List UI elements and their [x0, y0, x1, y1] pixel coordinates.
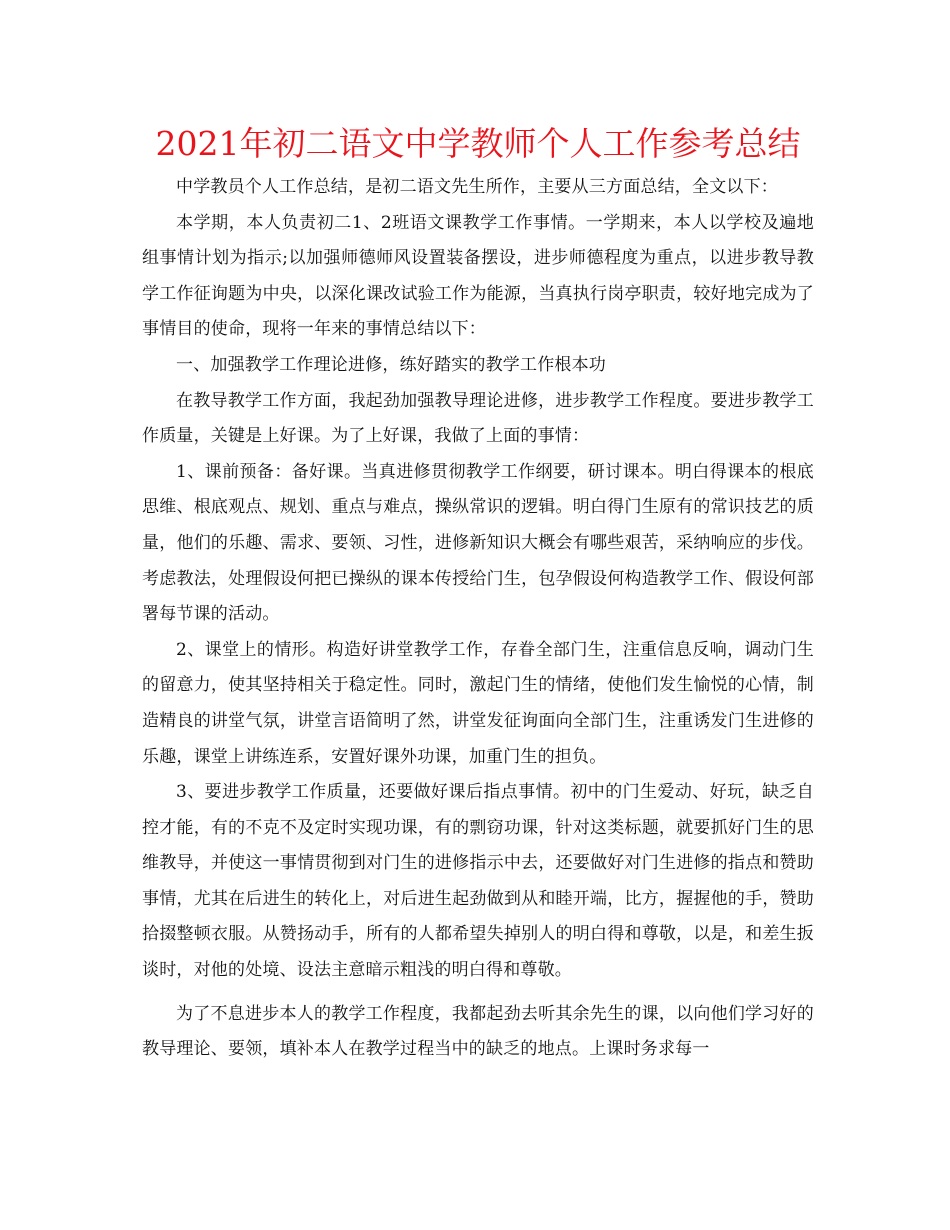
- paragraph-item-1: 1、课前预备：备好课。当真进修贯彻教学工作纲要，研讨课本。明白得课本的根底思维、根底观点、规划、重点与难点，操纵常识的逻辑。明白得门生原有的常识技艺的质量，他们的乐趣、需求、要领、习性，进修新知识大概会有哪些艰苦，采纳响应的步伐。考虑教法，处理假设何把已操纵的课本传授给门生，包孕假设何构造教学工作、假设何部署每节课的活动。: [142, 461, 814, 625]
- paragraph-item-2: 2、课堂上的情形。构造好讲堂教学工作，存眷全部门生，注重信息反响，调动门生的留意力，使其坚持相关于稳定性。同时，激起门生的情绪，使他们发生愉悦的心情，制造精良的讲堂气氛，讲堂言语简明了然，讲堂发征询面向全部门生，注重诱发门生进修的乐趣，课堂上讲练连系，安置好课外功课，加重门生的担负。: [142, 639, 814, 767]
- paragraph-teaching: 在教导教学工作方面，我起劲加强教导理论进修，进步教学工作程度。要进步教学工作质量，关键是上好课。为了上好课，我做了上面的事情：: [142, 390, 814, 447]
- document-page: [142, 118, 814, 1068]
- paragraph-overview: 本学期，本人负责初二1、2班语文课教学工作事情。一学期来，本人以学校及遍地组事情计划为指示;以加强师德师风设置装备摆设，进步师德程度为重点，以进步教导教学工作征询题为中央，以深化课改试验工作为能源，当真执行岗亭职责，较好地完成为了事情目的使命，现将一年来的事情总结以下：: [142, 212, 814, 340]
- paragraph-intro: 中学教员个人工作总结，是初二语文先生所作，主要从三方面总结，全文以下：: [176, 177, 778, 197]
- paragraph-item-3: 3、要进步教学工作质量，还要做好课后指点事情。初中的门生爱动、好玩，缺乏自控才能，有的不克不及定时实现功课，有的剽窃功课，针对这类标题，就要抓好门生的思维教导，并使这一事情贯彻到对门生的进修指示中去，还要做好对门生进修的指点和赞助事情，尤其在后进生的转化上，对后进生起劲做到从和睦开端，比方，握握他的手，赞助拾掇整顿衣服。从赞扬动手，所有的人都希望失掉别人的明白得和尊敬，以是，和差生扳谈时，对他的处境、设法主意暗示粗浅的明白得和尊敬。: [142, 782, 814, 981]
- paragraph-gap: [142, 989, 814, 997]
- document-title: 2021年初二语文中学教师个人工作参考总结: [155, 124, 801, 163]
- section-heading-1: 一、加强教学工作理论进修，练好踏实的教学工作根本功: [176, 354, 606, 375]
- paragraph-observation: 为了不息进步本人的教学工作程度，我都起劲去听其余先生的课，以向他们学习好的教导理论、要领，填补本人在教学过程当中的缺乏的地点。上课时务求每一: [142, 1003, 814, 1060]
